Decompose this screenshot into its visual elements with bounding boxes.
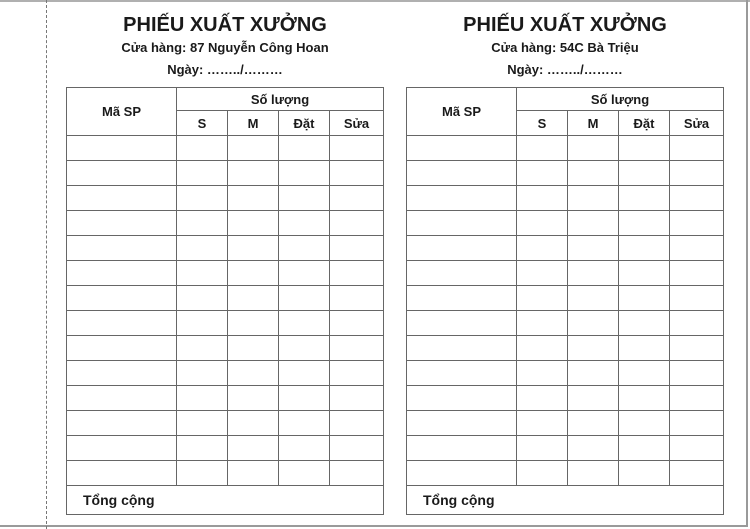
table-row bbox=[67, 386, 384, 411]
cell-quantity[interactable] bbox=[177, 136, 228, 161]
cell-quantity[interactable] bbox=[279, 411, 330, 436]
cell-quantity[interactable] bbox=[517, 261, 568, 286]
cell-quantity[interactable] bbox=[177, 186, 228, 211]
cell-quantity[interactable] bbox=[177, 386, 228, 411]
cell-quantity[interactable] bbox=[177, 361, 228, 386]
cell-quantity[interactable] bbox=[670, 361, 724, 386]
header-quantity: Số lượng bbox=[177, 88, 384, 111]
cell-quantity[interactable] bbox=[517, 186, 568, 211]
cell-code[interactable] bbox=[407, 361, 517, 386]
header-code: Mã SP bbox=[407, 88, 517, 136]
table-row bbox=[67, 311, 384, 336]
cell-quantity[interactable] bbox=[330, 211, 384, 236]
cell-code[interactable] bbox=[67, 361, 177, 386]
cell-code[interactable] bbox=[407, 286, 517, 311]
cell-quantity[interactable] bbox=[279, 461, 330, 486]
cell-code[interactable] bbox=[407, 161, 517, 186]
date-field: Ngày: ……../……… bbox=[507, 62, 623, 77]
cell-quantity[interactable] bbox=[330, 461, 384, 486]
cell-quantity[interactable] bbox=[670, 386, 724, 411]
cell-quantity[interactable] bbox=[177, 211, 228, 236]
table-row bbox=[67, 261, 384, 286]
cell-quantity[interactable] bbox=[517, 436, 568, 461]
cell-quantity[interactable] bbox=[279, 386, 330, 411]
cell-quantity[interactable] bbox=[279, 261, 330, 286]
cell-code[interactable] bbox=[67, 236, 177, 261]
cell-quantity[interactable] bbox=[568, 336, 619, 361]
cell-quantity[interactable] bbox=[177, 436, 228, 461]
cell-quantity[interactable] bbox=[619, 286, 670, 311]
cell-code[interactable] bbox=[67, 336, 177, 361]
cell-quantity[interactable] bbox=[568, 436, 619, 461]
cell-quantity[interactable] bbox=[279, 186, 330, 211]
cell-code[interactable] bbox=[67, 386, 177, 411]
cell-code[interactable] bbox=[67, 161, 177, 186]
cell-quantity[interactable] bbox=[228, 311, 279, 336]
total-row: Tổng cộng bbox=[407, 486, 724, 515]
cell-quantity[interactable] bbox=[330, 136, 384, 161]
cell-code[interactable] bbox=[67, 136, 177, 161]
cell-code[interactable] bbox=[67, 311, 177, 336]
table-row bbox=[407, 436, 724, 461]
cell-quantity[interactable] bbox=[517, 361, 568, 386]
cell-quantity[interactable] bbox=[517, 286, 568, 311]
cell-quantity[interactable] bbox=[330, 186, 384, 211]
cell-quantity[interactable] bbox=[228, 336, 279, 361]
cell-quantity[interactable] bbox=[177, 461, 228, 486]
date-field: Ngày: ……../……… bbox=[167, 62, 283, 77]
cell-quantity[interactable] bbox=[228, 286, 279, 311]
table-row bbox=[407, 386, 724, 411]
cell-quantity[interactable] bbox=[228, 411, 279, 436]
cell-quantity[interactable] bbox=[568, 261, 619, 286]
items-table bbox=[406, 87, 724, 515]
cell-quantity[interactable] bbox=[517, 311, 568, 336]
cell-quantity[interactable] bbox=[330, 411, 384, 436]
cell-quantity[interactable] bbox=[279, 311, 330, 336]
cell-quantity[interactable] bbox=[177, 336, 228, 361]
table-row bbox=[67, 236, 384, 261]
cell-quantity[interactable] bbox=[568, 461, 619, 486]
cell-quantity[interactable] bbox=[568, 161, 619, 186]
cell-quantity[interactable] bbox=[619, 386, 670, 411]
cell-code[interactable] bbox=[407, 336, 517, 361]
header-quantity: Số lượng bbox=[517, 88, 724, 111]
header-dat: Đặt bbox=[279, 111, 330, 136]
cell-quantity[interactable] bbox=[228, 361, 279, 386]
cell-quantity[interactable] bbox=[228, 211, 279, 236]
form-title: PHIẾU XUẤT XƯỞNG bbox=[463, 14, 667, 36]
total-row: Tổng cộng bbox=[67, 486, 384, 515]
cell-quantity[interactable] bbox=[670, 211, 724, 236]
cell-quantity[interactable] bbox=[279, 436, 330, 461]
table-row bbox=[407, 261, 724, 286]
cell-quantity[interactable] bbox=[517, 386, 568, 411]
cell-quantity[interactable] bbox=[670, 311, 724, 336]
cell-code[interactable] bbox=[407, 136, 517, 161]
cell-quantity[interactable] bbox=[279, 236, 330, 261]
cell-quantity[interactable] bbox=[517, 136, 568, 161]
cell-quantity[interactable] bbox=[619, 211, 670, 236]
cell-quantity[interactable] bbox=[670, 236, 724, 261]
cell-quantity[interactable] bbox=[619, 161, 670, 186]
cell-quantity[interactable] bbox=[568, 361, 619, 386]
cell-quantity[interactable] bbox=[568, 186, 619, 211]
cell-code[interactable] bbox=[67, 286, 177, 311]
cell-quantity[interactable] bbox=[619, 261, 670, 286]
store-address: Cửa hàng: 54C Bà Triệu bbox=[491, 40, 639, 55]
header-s: S bbox=[177, 111, 228, 136]
cell-quantity[interactable] bbox=[330, 361, 384, 386]
cell-quantity[interactable] bbox=[670, 411, 724, 436]
cell-quantity[interactable] bbox=[619, 236, 670, 261]
cell-quantity[interactable] bbox=[279, 336, 330, 361]
cell-code[interactable] bbox=[67, 261, 177, 286]
table-row bbox=[67, 436, 384, 461]
cell-quantity[interactable] bbox=[330, 336, 384, 361]
table-row bbox=[407, 311, 724, 336]
table-row bbox=[407, 411, 724, 436]
cell-quantity[interactable] bbox=[228, 436, 279, 461]
cell-quantity[interactable] bbox=[568, 286, 619, 311]
cell-quantity[interactable] bbox=[517, 336, 568, 361]
cell-code[interactable] bbox=[407, 236, 517, 261]
cell-quantity[interactable] bbox=[670, 161, 724, 186]
cell-code[interactable] bbox=[407, 386, 517, 411]
cell-quantity[interactable] bbox=[177, 311, 228, 336]
cell-quantity[interactable] bbox=[177, 236, 228, 261]
cell-quantity[interactable] bbox=[177, 161, 228, 186]
cell-quantity[interactable] bbox=[330, 286, 384, 311]
cell-quantity[interactable] bbox=[228, 386, 279, 411]
cell-code[interactable] bbox=[407, 261, 517, 286]
cell-quantity[interactable] bbox=[279, 361, 330, 386]
cell-code[interactable] bbox=[407, 411, 517, 436]
cell-quantity[interactable] bbox=[670, 286, 724, 311]
cell-quantity[interactable] bbox=[279, 136, 330, 161]
table-row bbox=[407, 361, 724, 386]
table-row bbox=[67, 361, 384, 386]
store-address: Cửa hàng: 87 Nguyễn Công Hoan bbox=[121, 40, 329, 55]
cell-quantity[interactable] bbox=[670, 436, 724, 461]
cell-quantity[interactable] bbox=[619, 136, 670, 161]
cell-quantity[interactable] bbox=[228, 161, 279, 186]
cell-quantity[interactable] bbox=[619, 436, 670, 461]
cell-quantity[interactable] bbox=[619, 186, 670, 211]
cell-quantity[interactable] bbox=[330, 161, 384, 186]
table-row bbox=[67, 461, 384, 486]
header-sua: Sửa bbox=[670, 111, 724, 136]
cell-code[interactable] bbox=[407, 311, 517, 336]
table-row bbox=[67, 186, 384, 211]
cell-quantity[interactable] bbox=[670, 186, 724, 211]
table-row bbox=[407, 161, 724, 186]
cell-quantity[interactable] bbox=[619, 411, 670, 436]
cell-code[interactable] bbox=[67, 211, 177, 236]
cell-code[interactable] bbox=[67, 436, 177, 461]
cell-quantity[interactable] bbox=[568, 386, 619, 411]
cell-quantity[interactable] bbox=[228, 461, 279, 486]
table-row bbox=[67, 336, 384, 361]
table-row bbox=[407, 286, 724, 311]
cell-quantity[interactable] bbox=[279, 286, 330, 311]
table-row bbox=[67, 211, 384, 236]
cell-quantity[interactable] bbox=[228, 136, 279, 161]
cell-quantity[interactable] bbox=[670, 336, 724, 361]
cell-quantity[interactable] bbox=[517, 411, 568, 436]
cell-quantity[interactable] bbox=[568, 136, 619, 161]
table-row bbox=[407, 236, 724, 261]
cell-quantity[interactable] bbox=[517, 461, 568, 486]
cell-code[interactable] bbox=[407, 211, 517, 236]
cell-quantity[interactable] bbox=[228, 186, 279, 211]
cell-quantity[interactable] bbox=[177, 261, 228, 286]
form-title: PHIẾU XUẤT XƯỞNG bbox=[123, 14, 327, 36]
cell-quantity[interactable] bbox=[670, 136, 724, 161]
cell-code[interactable] bbox=[67, 461, 177, 486]
cut-line bbox=[46, 0, 47, 529]
cell-code[interactable] bbox=[67, 411, 177, 436]
cell-quantity[interactable] bbox=[517, 236, 568, 261]
table-row bbox=[67, 136, 384, 161]
cell-code[interactable] bbox=[407, 186, 517, 211]
cell-quantity[interactable] bbox=[670, 461, 724, 486]
table-row bbox=[407, 211, 724, 236]
table-row bbox=[407, 186, 724, 211]
cell-quantity[interactable] bbox=[330, 386, 384, 411]
cell-quantity[interactable] bbox=[228, 236, 279, 261]
cell-quantity[interactable] bbox=[568, 311, 619, 336]
cell-quantity[interactable] bbox=[517, 211, 568, 236]
cell-quantity[interactable] bbox=[619, 336, 670, 361]
header-sua: Sửa bbox=[330, 111, 384, 136]
cell-quantity[interactable] bbox=[568, 411, 619, 436]
cell-quantity[interactable] bbox=[568, 236, 619, 261]
table-row bbox=[67, 286, 384, 311]
table-row bbox=[67, 161, 384, 186]
cell-quantity[interactable] bbox=[619, 361, 670, 386]
cell-quantity[interactable] bbox=[177, 411, 228, 436]
cell-quantity[interactable] bbox=[517, 161, 568, 186]
cell-quantity[interactable] bbox=[670, 261, 724, 286]
items-table bbox=[66, 87, 384, 515]
header-m: M bbox=[568, 111, 619, 136]
header-m: M bbox=[228, 111, 279, 136]
header-code: Mã SP bbox=[67, 88, 177, 136]
header-dat: Đặt bbox=[619, 111, 670, 136]
cell-quantity[interactable] bbox=[330, 236, 384, 261]
cell-quantity[interactable] bbox=[330, 261, 384, 286]
table-row bbox=[407, 136, 724, 161]
table-row bbox=[67, 411, 384, 436]
header-s: S bbox=[517, 111, 568, 136]
cell-quantity[interactable] bbox=[228, 261, 279, 286]
cell-code[interactable] bbox=[67, 186, 177, 211]
cell-quantity[interactable] bbox=[619, 461, 670, 486]
cell-quantity[interactable] bbox=[330, 436, 384, 461]
cell-code[interactable] bbox=[407, 461, 517, 486]
table-row bbox=[407, 336, 724, 361]
cell-quantity[interactable] bbox=[568, 211, 619, 236]
cell-quantity[interactable] bbox=[279, 161, 330, 186]
cell-quantity[interactable] bbox=[619, 311, 670, 336]
cell-quantity[interactable] bbox=[330, 311, 384, 336]
cell-code[interactable] bbox=[407, 436, 517, 461]
table-row bbox=[407, 461, 724, 486]
cell-quantity[interactable] bbox=[177, 286, 228, 311]
cell-quantity[interactable] bbox=[279, 211, 330, 236]
